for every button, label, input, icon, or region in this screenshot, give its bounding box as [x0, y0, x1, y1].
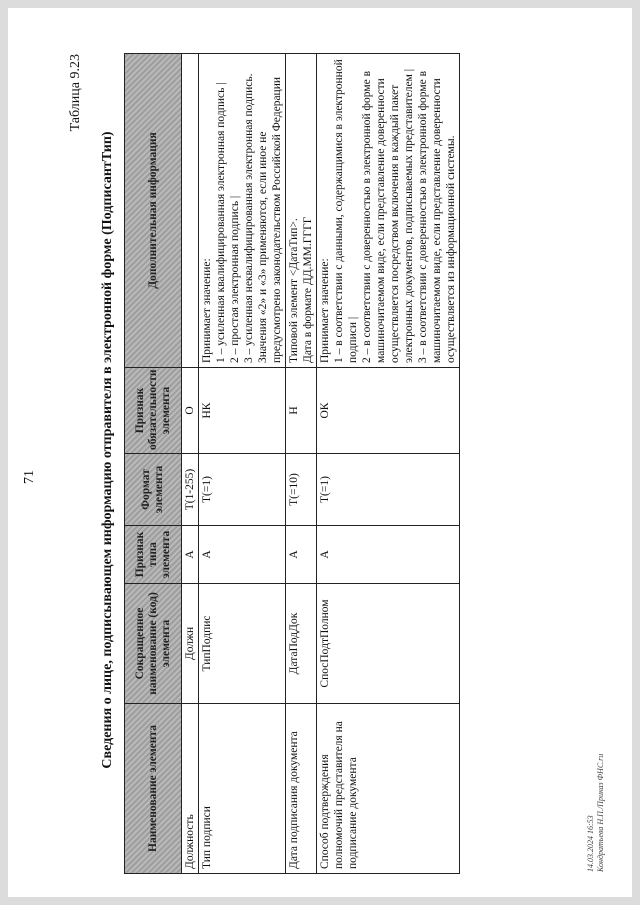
table-header-row	[125, 54, 182, 874]
cell-code: Должн	[182, 584, 199, 704]
header-format: Формат элемента	[125, 454, 182, 526]
stamp-signer: Кондратьева Н.П./Приказ ФНС.ru	[596, 753, 605, 872]
cell-obligation: Н	[286, 368, 317, 454]
cell-format: T(=10)	[286, 454, 317, 526]
header-type: Признак типа элемента	[125, 526, 182, 584]
table-row	[199, 54, 286, 874]
cell-obligation: О	[182, 368, 199, 454]
info-line: 2 – простая электронная подпись |	[229, 195, 241, 363]
stamp-date: 14.03.2024 16:53	[586, 815, 595, 872]
table-row	[182, 54, 199, 874]
cell-format: T(1-255)	[182, 454, 199, 526]
header-name: Наименование элемента	[125, 704, 182, 874]
cell-info	[182, 54, 199, 368]
cell-info	[199, 54, 286, 368]
info-line: Принимает значение:	[319, 258, 331, 363]
rotated-page-content	[16, 20, 620, 880]
cell-type: А	[199, 526, 286, 584]
cell-obligation: НК	[199, 368, 286, 454]
cell-name: Способ подтверждения полномочий представителя на подписание документа	[317, 704, 460, 874]
signature-stamp	[586, 754, 606, 872]
header-code: Сокращенное наименование (код) элемента	[125, 584, 182, 704]
table-row	[286, 54, 317, 874]
info-line: 3 – усиленная неквалифицированная электронная подпись.	[243, 73, 255, 363]
info-line: Значения «2» и «3» применяются, если иное не предусмотрено законодательством Российской Федерации	[257, 76, 283, 363]
cell-name: Должность	[182, 704, 199, 874]
cell-code: СпосПодтПолном	[317, 584, 460, 704]
page-number: 71	[22, 470, 37, 484]
cell-type: А	[317, 526, 460, 584]
cell-format: T(=1)	[317, 454, 460, 526]
cell-info	[317, 54, 460, 368]
cell-code: ТипПодпис	[199, 584, 286, 704]
cell-info	[286, 54, 317, 368]
cell-type: А	[182, 526, 199, 584]
info-line: 1 – усиленная квалифицированная электронная подпись |	[215, 82, 227, 363]
table-caption: Сведения о лице, подписывающем информацию отправителя в электронной форме (ПодписантТип)	[100, 131, 115, 769]
info-line: Типовой элемент <ДатаТип>.	[288, 218, 300, 363]
cell-format: T(=1)	[199, 454, 286, 526]
table-row	[317, 54, 460, 874]
info-line: Принимает значение:	[201, 258, 213, 363]
info-line: 1 – в соответствии с данными, содержащимися в электронной подписи |	[333, 59, 359, 363]
info-line: 3 – в соответствии с доверенностью в электронной форме в машиночитаемом виде, если представление доверенности осуществляется из информационной системы.	[417, 70, 457, 363]
elements-table	[124, 53, 460, 874]
cell-name: Тип подписи	[199, 704, 286, 874]
header-info: Дополнительная информация	[125, 54, 182, 368]
info-line: 2 – в соответствии с доверенностью в электронной форме в машиночитаемом виде, если представление доверенности осуществляется посредством включения в каждый пакет электронных документов, подписываемых представителем |	[361, 68, 415, 363]
cell-obligation: ОК	[317, 368, 460, 454]
table-label: Таблица 9.23	[68, 54, 83, 132]
cell-code: ДатаПодДок	[286, 584, 317, 704]
cell-name: Дата подписания документа	[286, 704, 317, 874]
cell-type: А	[286, 526, 317, 584]
info-line: Дата в формате ДД.ММ.ГГГГ	[302, 216, 314, 363]
document-page	[8, 8, 632, 897]
header-obligation: Признак обязательности элемента	[125, 368, 182, 454]
